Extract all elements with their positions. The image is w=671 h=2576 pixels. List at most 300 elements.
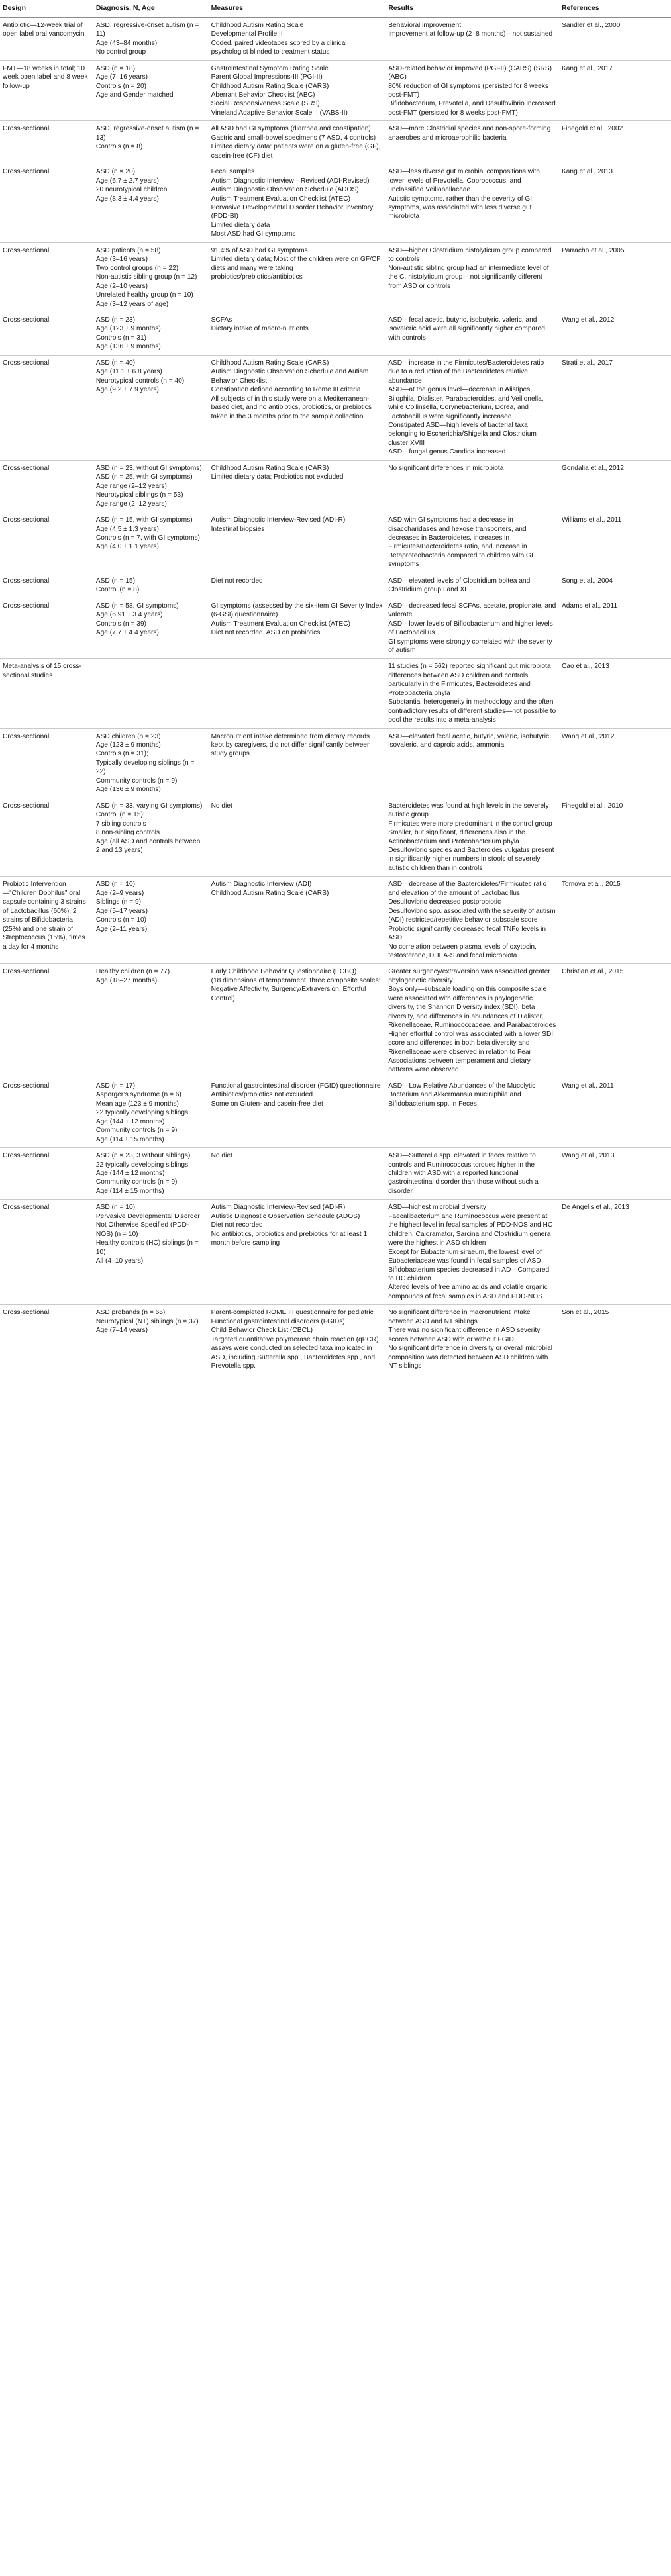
cell-diagnosis — [93, 598, 209, 659]
cell-diagnosis-line: 20 neurotypical children — [95, 186, 168, 194]
cell-results-line: ASD—lower levels of Bifidobacterium and higher levels of Lactobacillus — [388, 620, 553, 637]
cell-measures-line: All subjects of in this study were on a Mediterranean-based diet, and no antibiotics, probiotics, or prebiotics taken in the 3 months prior to the sample collection — [211, 395, 372, 420]
cell-measures — [209, 659, 386, 728]
header-diagnosis: Diagnosis, N, Age — [93, 0, 209, 17]
table-row — [0, 1148, 671, 1200]
cell-diagnosis — [93, 60, 209, 121]
cell-measures-line: Autism Diagnostic Observation Schedule (ADOS) — [211, 186, 359, 194]
cell-results — [386, 1078, 559, 1147]
cell-measures-line: Macronutrient intake determined from dietary records kept by caregivers, did not differ significantly between study groups — [211, 732, 371, 758]
header-measures: Measures — [209, 0, 386, 17]
cell-diagnosis-line: Age (123 ± 9 months) — [95, 741, 161, 749]
cell-measures-line: SCFAs — [211, 316, 232, 324]
table-row — [0, 728, 671, 798]
cell-diagnosis — [93, 17, 209, 60]
cell-measures-line: Diet not recorded, ASD on probiotics — [211, 629, 321, 637]
cell-measures-line: Limited dietary data; Probiotics not excluded — [211, 473, 344, 481]
cell-diagnosis-line: ASD (n = 25, with GI symptoms) — [95, 473, 193, 481]
cell-measures-line: Child Behavior Check List (CBCL) — [211, 1327, 313, 1335]
cell-reference: Finegold et al., 2002 — [559, 121, 671, 164]
cell-results-line: Probiotic significantly decreased fecal TNFα levels in ASD — [388, 925, 546, 942]
cell-results — [386, 798, 559, 877]
cell-results — [386, 573, 559, 598]
cell-results-line: ASD—elevated levels of Clostridium boltea and Clostridium group I and XI — [388, 577, 531, 594]
table-row — [0, 877, 671, 964]
cell-diagnosis-line: ASD, regressive-onset autism (n = 11) — [95, 21, 199, 38]
cell-design — [0, 512, 93, 573]
cell-measures-line: Childhood Autism Rating Scale (CARS) — [211, 889, 329, 897]
cell-measures-line: Aberrant Behavior Checklist (ABC) — [211, 91, 315, 99]
cell-measures — [209, 242, 386, 312]
cell-design — [0, 877, 93, 964]
cell-design-line: Cross-sectional — [3, 516, 50, 524]
cell-reference: Wang et al., 2012 — [559, 728, 671, 798]
cell-diagnosis — [93, 512, 209, 573]
header-results: Results — [386, 0, 559, 17]
cell-diagnosis-line: 8 non-sibling controls — [95, 829, 160, 837]
cell-results-line: No correlation between plasma levels of oxytocin, testosterone, DHEA-S and fecal microbiota — [388, 943, 537, 959]
cell-design-line: Meta-analysis of 15 cross-sectional studies — [3, 663, 81, 679]
cell-design-line: Cross-sectional — [3, 602, 50, 610]
cell-reference: Kang et al., 2013 — [559, 164, 671, 243]
cell-diagnosis-line: Age (114 ± 15 months) — [95, 1135, 164, 1143]
cell-reference: Wang et al., 2012 — [559, 312, 671, 356]
table-row — [0, 598, 671, 659]
cell-measures — [209, 728, 386, 798]
table-row — [0, 121, 671, 164]
cell-results-line: ASD—decrease of the Bacteroidetes/Firmicutes ratio and elevation of the amount of Lactobacillus — [388, 881, 547, 897]
cell-measures-line: Intestinal biopsies — [211, 525, 265, 533]
cell-diagnosis-line: Non-autistic sibling group (n = 12) — [95, 273, 197, 281]
cell-measures-line: Diet not recorded — [211, 1221, 263, 1229]
cell-diagnosis-line: ASD (n = 10) — [95, 1204, 136, 1212]
cell-diagnosis-line: ASD (n = 18) — [95, 64, 136, 72]
cell-diagnosis-line: Age (4.0 ± 1.1 years) — [95, 543, 159, 551]
cell-diagnosis — [93, 164, 209, 243]
cell-diagnosis-line: ASD (n = 40) — [95, 359, 136, 367]
cell-diagnosis-line: ASD (n = 23, without GI symptoms) — [95, 464, 202, 472]
cell-diagnosis-line: Age (11.1 ± 6.8 years) — [95, 368, 162, 376]
cell-diagnosis — [93, 355, 209, 460]
cell-diagnosis-line: Age (5–17 years) — [95, 907, 148, 915]
cell-results-line: Behavioral improvement — [388, 21, 462, 29]
cell-diagnosis-line: Age (9.2 ± 7.9 years) — [95, 386, 159, 394]
cell-diagnosis-line: Age (136 ± 9 months) — [95, 786, 161, 794]
cell-measures-line: Gastrointestinal Symptom Rating Scale — [211, 64, 329, 72]
cell-reference: Sandler et al., 2000 — [559, 17, 671, 60]
cell-results-line: Bacteroidetes was found at high levels in the severely autistic group — [388, 802, 549, 819]
cell-reference: Wang et al., 2011 — [559, 1078, 671, 1147]
cell-design — [0, 1078, 93, 1147]
cell-design — [0, 964, 93, 1078]
cell-measures — [209, 17, 386, 60]
cell-diagnosis-line: 7 sibling controls — [95, 820, 146, 828]
cell-diagnosis-line: All (4–10 years) — [95, 1257, 144, 1265]
cell-results-line: ASD—decreased fecal SCFAs, acetate, propionate, and valerate — [388, 602, 556, 619]
cell-measures-line: Autism Diagnostic Interview (ADI) — [211, 881, 312, 888]
cell-measures-line: Autism Treatment Evaluation Checklist (ATEC) — [211, 620, 350, 628]
table-row — [0, 964, 671, 1078]
cell-results — [386, 598, 559, 659]
cell-design-line: Cross-sectional — [3, 732, 50, 740]
cell-diagnosis-line: Age (114 ± 15 months) — [95, 1187, 164, 1195]
table-row — [0, 164, 671, 243]
cell-diagnosis — [93, 877, 209, 964]
cell-results-line: There was no significant difference in ASD severity scores between ASD with or without FGID — [388, 1327, 541, 1343]
cell-diagnosis-line: Age (2–9 years) — [95, 889, 144, 897]
cell-measures-line: No antibiotics, probiotics and prebiotics for at least 1 month before sampling — [211, 1230, 368, 1247]
cell-design-line: Cross-sectional — [3, 125, 50, 133]
cell-results — [386, 877, 559, 964]
cell-design-line: Cross-sectional — [3, 168, 50, 176]
cell-measures-line: Most ASD had GI symptoms — [211, 230, 296, 238]
cell-diagnosis-line: ASD, regressive-onset autism (n = 13) — [95, 125, 199, 142]
cell-diagnosis-line: Age (6.91 ± 3.4 years) — [95, 611, 163, 619]
cell-diagnosis-line: Controls (n = 31) — [95, 334, 147, 342]
cell-design — [0, 121, 93, 164]
cell-reference: Song et al., 2004 — [559, 573, 671, 598]
cell-diagnosis-line: Age (2–11 years) — [95, 925, 148, 933]
cell-measures-line: Childhood Autism Rating Scale (CARS) — [211, 82, 329, 90]
cell-diagnosis-line: Asperger’s syndrome (n = 6) — [95, 1091, 181, 1099]
cell-measures-line: Functional gastrointestinal disorder (FGID) questionnaire — [211, 1082, 381, 1090]
cell-measures-line: Developmental Profile II — [211, 30, 283, 38]
cell-diagnosis-line: ASD (n = 58, GI symptoms) — [95, 602, 179, 610]
cell-diagnosis-line: Age and Gender matched — [95, 91, 174, 99]
cell-results-line: Faecalibacterium and Ruminococcus were present at the highest level in fecal samples of PDD-NOS and HC children. Caloramator, Sarcina and Clostridium genera were the highest in ASD children — [388, 1212, 553, 1247]
cell-results — [386, 460, 559, 512]
cell-results-line: ASD—less diverse gut microbial compositions with lower levels of Prevotella, Coprococcus, and unclassified Veillonellaceae — [388, 168, 540, 194]
cell-design — [0, 1305, 93, 1374]
table-body — [0, 17, 671, 1374]
cell-results-line: Higher effortful control was associated with a lower SDI score and differences in both beta diversity and Rikenellaceae were observed in relation to Fear — [388, 1030, 554, 1056]
cell-diagnosis-line: Age (2–10 years) — [95, 282, 148, 290]
cell-diagnosis-line: Age (136 ± 9 months) — [95, 343, 161, 351]
cell-reference: Christian et al., 2015 — [559, 964, 671, 1078]
cell-diagnosis-line: ASD (n = 15) — [95, 577, 136, 585]
cell-results-line: Firmicutes were more predominant in the control group — [388, 820, 552, 828]
cell-measures-line: Some on Gluten- and casein-free diet — [211, 1100, 323, 1108]
cell-results — [386, 121, 559, 164]
cell-diagnosis — [93, 242, 209, 312]
cell-measures-line: No diet — [211, 802, 232, 810]
cell-reference: Adams et al., 2011 — [559, 598, 671, 659]
cell-measures — [209, 164, 386, 243]
cell-results-line: Bifidobacterium species decreased in AD—Compared to HC children — [388, 1266, 550, 1282]
cell-measures-line: Social Responsiveness Scale (SRS) — [211, 100, 320, 108]
table-row — [0, 312, 671, 356]
header-references: References — [559, 0, 671, 17]
cell-diagnosis-line: Mean age (123 ± 9 months) — [95, 1100, 179, 1108]
cell-diagnosis-line: ASD (n = 17) — [95, 1082, 136, 1090]
cell-results-line: ASD—fecal acetic, butyric, isobutyric, valeric, and isovaleric acid were all significantly higher compared with controls — [388, 316, 545, 342]
cell-diagnosis-line: ASD children (n = 23) — [95, 732, 161, 740]
cell-reference: Cao et al., 2013 — [559, 659, 671, 728]
cell-design-line: Cross-sectional — [3, 359, 50, 367]
cell-design-line: Probiotic Intervention—“Children Dophilus” oral capsule containing 3 strains of Lactobacillus (60%), 2 strains of Bifidobacteria (25%) and one strain of Streptococcus (15%), times a day for 4 months — [3, 881, 86, 951]
cell-results — [386, 512, 559, 573]
cell-diagnosis — [93, 659, 209, 728]
cell-diagnosis-line: Pervasive Developmental Disorder Not Otherwise Specified (PDD-NOS) (n = 10) — [95, 1212, 200, 1238]
cell-diagnosis-line: Control (n = 8) — [95, 586, 140, 594]
table-row — [0, 60, 671, 121]
cell-results-line: ASD—Low Relative Abundances of the Mucolytic Bacterium and Akkermansia muciniphila and Bifidobacterium spp. in Feces — [388, 1082, 536, 1108]
table-row — [0, 573, 671, 598]
cell-results-line: No significant differences in microbiota — [388, 464, 504, 472]
cell-results-line: Desulfovibrio decreased postprobiotic — [388, 898, 501, 906]
table-row — [0, 17, 671, 60]
cell-design-line: Cross-sectional — [3, 1152, 50, 1160]
cell-diagnosis-line: Age (144 ± 12 months) — [95, 1169, 165, 1177]
cell-measures — [209, 1200, 386, 1305]
cell-diagnosis — [93, 1305, 209, 1374]
cell-measures-line: Childhood Autism Rating Scale — [211, 21, 304, 29]
cell-results-line: Smaller, but significant, differences also in the Actinobacterium and Proteobacterium phyla — [388, 829, 525, 845]
cell-reference: Wang et al., 2013 — [559, 1148, 671, 1200]
cell-reference: Parracho et al., 2005 — [559, 242, 671, 312]
cell-diagnosis-line: ASD (n = 20) — [95, 168, 136, 176]
cell-design — [0, 164, 93, 243]
cell-results-line: Desulfovibrio species and Bacteroides vulgatus present in significantly higher numbers in stools of severely autistic children than in controls — [388, 847, 554, 872]
cell-results-line: ASD—highest microbial diversity — [388, 1204, 486, 1212]
cell-reference: Strati et al., 2017 — [559, 355, 671, 460]
cell-measures — [209, 60, 386, 121]
cell-diagnosis — [93, 1078, 209, 1147]
cell-diagnosis-line: 22 typically developing siblings — [95, 1161, 189, 1169]
cell-diagnosis-line: Age (7.7 ± 4.4 years) — [95, 629, 159, 637]
cell-diagnosis — [93, 1200, 209, 1305]
cell-diagnosis — [93, 964, 209, 1078]
cell-design — [0, 798, 93, 877]
cell-diagnosis-line: Age (144 ± 12 months) — [95, 1118, 165, 1125]
table-row — [0, 355, 671, 460]
cell-diagnosis-line: Healthy children (n = 77) — [95, 968, 170, 976]
table-row — [0, 512, 671, 573]
cell-diagnosis-line: Age (43–84 months) — [95, 39, 158, 47]
cell-diagnosis-line: Age (7–16 years) — [95, 73, 148, 81]
cell-design — [0, 1200, 93, 1305]
cell-measures — [209, 598, 386, 659]
cell-reference: Tomova et al., 2015 — [559, 877, 671, 964]
cell-measures — [209, 964, 386, 1078]
cell-measures-line: Autism Treatment Evaluation Checklist (ATEC) — [211, 195, 350, 203]
cell-design — [0, 1148, 93, 1200]
cell-design — [0, 659, 93, 728]
cell-results-line: Boys only—subscale loading on this composite scale were associated with differences in phylogenetic diversity, the Shannon Diversity index (SDI), beta diversity, and differences in abundances of Dialister, Rikenellaceae, Ruminococcaceae, and Parabacteroides — [388, 986, 556, 1029]
cell-design-line: Cross-sectional — [3, 968, 50, 976]
cell-diagnosis — [93, 798, 209, 877]
cell-design-line: Cross-sectional — [3, 1082, 50, 1090]
cell-results-line: ASD with GI symptoms had a decrease in disaccharidases and hexose transporters, and decreases in Bacteroidetes, increases in Firmicutes/Bacteroidetes ratio, and increase in Betaproteobacteria compared to children with GI symptoms — [388, 516, 533, 569]
cell-diagnosis-line: Neurotypical (NT) siblings (n = 37) — [95, 1317, 199, 1325]
cell-design-line: Cross-sectional — [3, 1204, 50, 1212]
cell-measures — [209, 1305, 386, 1374]
cell-design — [0, 242, 93, 312]
cell-results — [386, 17, 559, 60]
cell-measures-line: Coded, paired videotapes scored by a clinical psychologist blinded to treatment status — [211, 39, 347, 56]
cell-measures-line: Antibiotics/probiotics not excluded — [211, 1091, 313, 1099]
cell-reference: Son et al., 2015 — [559, 1305, 671, 1374]
cell-reference: Gondalia et al., 2012 — [559, 460, 671, 512]
cell-measures-line: Targeted quantitative polymerase chain reaction (qPCR) assays were conducted on selected taxa implicated in ASD, including Sutterella spp., Bacteroidetes spp., and Prevotella spp. — [211, 1335, 379, 1370]
cell-design-line: Cross-sectional — [3, 802, 50, 810]
cell-results-line: Substantial heterogeneity in methodology and the often contradictory results of different studies—not possible to pool the results into a meta-analysis — [388, 698, 556, 724]
cell-measures — [209, 877, 386, 964]
cell-measures-line: All ASD had GI symptoms (diarrhea and constipation) — [211, 125, 371, 133]
cell-design — [0, 598, 93, 659]
cell-design-line: Antibiotic—12-week trial of open label oral vancomycin — [3, 21, 85, 38]
cell-diagnosis-line: Age (4.5 ± 1.3 years) — [95, 525, 159, 533]
cell-results — [386, 312, 559, 356]
cell-diagnosis-line: ASD (n = 23, 3 without siblings) — [95, 1152, 191, 1160]
cell-results-line: Associations between temperament and dietary patterns were observed — [388, 1057, 531, 1074]
cell-diagnosis-line: Age (6.7 ± 2.7 years) — [95, 177, 159, 185]
cell-diagnosis-line: Community controls (n = 9) — [95, 1127, 178, 1135]
cell-results — [386, 964, 559, 1078]
cell-design — [0, 728, 93, 798]
cell-reference: Williams et al., 2011 — [559, 512, 671, 573]
cell-results — [386, 659, 559, 728]
cell-measures-line: Fecal samples — [211, 168, 255, 176]
cell-design — [0, 460, 93, 512]
cell-results-line: 11 studies (n = 562) reported significant gut microbiota differences between ASD children and controls, particularly in the Firmicutes, Bacteroidetes and Proteobacteria phyla — [388, 663, 551, 697]
cell-results — [386, 1200, 559, 1305]
cell-measures-line: Parent-completed ROME III questionnaire for pediatric Functional gastrointestinal disorders (FGIDs) — [211, 1309, 374, 1325]
cell-design — [0, 17, 93, 60]
cell-results-line: ASD—fungal genus Candida increased — [388, 448, 506, 456]
cell-results-line: ASD—Sutterella spp. elevated in feces relative to controls and Ruminococcus torques higher in the children with ASD with a reported functional gastrointestinal disorder than those without such a disorder — [388, 1152, 539, 1195]
table-row — [0, 1078, 671, 1147]
cell-results-line: Bifidobacterium, Prevotella, and Desulfovibrio increased post-FMT (persisted for 8 weeks post-FMT) — [388, 100, 556, 117]
cell-diagnosis — [93, 460, 209, 512]
cell-diagnosis-line: Age (8.3 ± 4.4 years) — [95, 195, 159, 203]
cell-results — [386, 728, 559, 798]
cell-diagnosis-line: Controls (n = 20) — [95, 82, 147, 90]
cell-measures-line: Early Childhood Behavior Questionnaire (ECBQ) — [211, 968, 357, 976]
cell-diagnosis-line: ASD probands (n = 66) — [95, 1309, 166, 1317]
cell-measures — [209, 798, 386, 877]
table-row — [0, 798, 671, 877]
cell-diagnosis-line: No control group — [95, 48, 146, 56]
cell-results-line: Desulfovibrio spp. associated with the severity of autism (ADI) restricted/repetitive behavior subscale score — [388, 907, 556, 924]
cell-design-line: Cross-sectional — [3, 316, 50, 324]
cell-diagnosis-line: Community controls (n = 9) — [95, 777, 178, 785]
cell-measures-line: Autism Diagnostic Interview—Revised (ADI-Revised) — [211, 177, 370, 185]
cell-measures-line: Dietary intake of macro-nutrients — [211, 325, 309, 333]
table-row — [0, 1305, 671, 1374]
cell-measures — [209, 460, 386, 512]
cell-diagnosis-line: ASD (n = 23) — [95, 316, 136, 324]
cell-measures-line: Vineland Adaptive Behavior Scale II (VABS-II) — [211, 109, 348, 117]
cell-diagnosis-line: Typically developing siblings (n = 22) — [95, 759, 195, 776]
cell-measures-line: Autism Diagnostic Observation Schedule and Autism Behavior Checklist — [211, 368, 369, 385]
cell-diagnosis-line: Community controls (n = 9) — [95, 1178, 178, 1186]
cell-results-line: No significant difference in diversity or overall microbial composition was detected between ASD children with NT siblings — [388, 1345, 553, 1370]
table-row — [0, 1200, 671, 1305]
cell-results-line: ASD—more Clostridial species and non-spore-forming anaerobes and microaerophilic bacteria — [388, 125, 551, 142]
table-row — [0, 659, 671, 728]
cell-results — [386, 60, 559, 121]
cell-results-line: ASD—higher Clostridium histolyticum group compared to controls — [388, 246, 552, 263]
cell-design-line: Cross-sectional — [3, 464, 50, 472]
cell-results-line: Improvement at follow-up (2–8 months)—not sustained — [388, 30, 553, 38]
cell-diagnosis-line: Age (3–12 years of age) — [95, 300, 169, 308]
cell-measures-line: Constipation defined according to Rome III criteria — [211, 386, 361, 394]
cell-diagnosis-line: Controls (n = 10) — [95, 916, 147, 924]
cell-measures — [209, 1078, 386, 1147]
cell-diagnosis-line: Controls (n = 8) — [95, 143, 143, 151]
cell-diagnosis-line: ASD (n = 33, varying GI symptoms) — [95, 802, 203, 810]
header-design: Design — [0, 0, 93, 17]
cell-results — [386, 164, 559, 243]
cell-results-line: Non-autistic sibling group had an intermediate level of the C. histolyticum group – not significantly different from ASD or controls — [388, 264, 549, 290]
cell-measures-line: Limited dietary data; Most of the children were on GF/CF diets and many were taking probiotics/prebiotics/antibiotics — [211, 256, 381, 281]
cell-diagnosis-line: ASD (n = 10) — [95, 881, 136, 888]
cell-diagnosis — [93, 573, 209, 598]
cell-measures-line: Limited dietary data: patients were on a gluten-free (GF), casein-free (CF) diet — [211, 143, 381, 160]
cell-design — [0, 60, 93, 121]
table-header — [0, 0, 671, 17]
cell-diagnosis-line: Neurotypical controls (n = 40) — [95, 377, 185, 385]
cell-measures-line: Gastric and small-bowel specimens (7 ASD, 4 controls) — [211, 134, 376, 142]
cell-measures — [209, 573, 386, 598]
cell-diagnosis-line: Neurotypical siblings (n = 53) — [95, 491, 183, 499]
cell-results — [386, 1305, 559, 1374]
cell-diagnosis-line: Age (18–27 months) — [95, 977, 158, 984]
cell-measures — [209, 312, 386, 356]
cell-measures-line: Autistic Diagnostic Observation Schedule (ADOS) — [211, 1212, 360, 1220]
cell-design-line: Cross-sectional — [3, 246, 50, 254]
cell-diagnosis-line: Age (all ASD and controls between 2 and 13 years) — [95, 837, 201, 855]
cell-measures-line: GI symptoms (assessed by the six-item GI Severity Index (6-GSI) questionnaire) — [211, 602, 383, 619]
cell-design-line: FMT—18 weeks in total; 10 week open label and 8 week follow-up — [3, 64, 88, 90]
cell-results-line: GI symptoms were strongly correlated with the severity of autism — [388, 638, 552, 654]
cell-diagnosis — [93, 312, 209, 356]
cell-diagnosis-line: Siblings (n = 9) — [95, 898, 142, 906]
cell-diagnosis-line: Age (3–16 years) — [95, 256, 148, 263]
cell-results-line: ASD—at the genus level—decrease in Alistipes, Bilophila, Dialister, Parabacteroides, and Veillonella, while Collinsella, Corynebacterium, Dorea, and Lactobacillus were significantly increased — [388, 386, 544, 420]
cell-results — [386, 355, 559, 460]
cell-results-line: Autistic symptoms, rather than the severity of GI symptoms, was associated with less diverse gut microbiota — [388, 195, 533, 220]
cell-diagnosis-line: Two control groups (n = 22) — [95, 264, 179, 272]
cell-measures-line: Autism Diagnostic Interview-Revised (ADI-R) — [211, 1204, 346, 1212]
cell-diagnosis-line: Age (123 ± 9 months) — [95, 325, 161, 333]
cell-diagnosis-line: 22 typically developing siblings — [95, 1109, 189, 1117]
cell-diagnosis-line: Controls (n = 7, with GI symptoms) — [95, 534, 200, 542]
cell-reference: De Angelis et al., 2013 — [559, 1200, 671, 1305]
cell-design-line: Cross-sectional — [3, 577, 50, 585]
cell-diagnosis — [93, 1148, 209, 1200]
cell-measures-line: No diet — [211, 1152, 232, 1160]
cell-results — [386, 242, 559, 312]
cell-diagnosis-line: Unrelated healthy group (n = 10) — [95, 291, 193, 299]
cell-diagnosis — [93, 121, 209, 164]
cell-results-line: Altered levels of free amino acids and volatile organic compounds of fecal samples in ASD and PDD-NOS — [388, 1284, 548, 1300]
cell-diagnosis-line: Age range (2–12 years) — [95, 500, 167, 508]
cell-measures-line: 91.4% of ASD had GI symptoms — [211, 246, 308, 254]
cell-measures — [209, 121, 386, 164]
cell-diagnosis-line: ASD (n = 15, with GI symptoms) — [95, 516, 193, 524]
cell-results-line: Except for Eubacterium siraeum, the lowest level of Eubacteriaceae was found in fecal samples of ASD — [388, 1248, 542, 1265]
cell-design — [0, 355, 93, 460]
cell-results-line: No significant difference in macronutrient intake between ASD and NT siblings — [388, 1309, 531, 1325]
cell-diagnosis — [93, 728, 209, 798]
cell-diagnosis-line: Age (7–14 years) — [95, 1327, 148, 1335]
cell-results-line: ASD—increase in the Firmicutes/Bacteroidetes ratio due to a reduction of the Bacteroidetes relative abundance — [388, 359, 544, 385]
cell-measures — [209, 355, 386, 460]
cell-results-line: Greater surgency/extraversion was associated greater phylogenetic diversity — [388, 968, 550, 984]
header-row — [0, 0, 671, 17]
